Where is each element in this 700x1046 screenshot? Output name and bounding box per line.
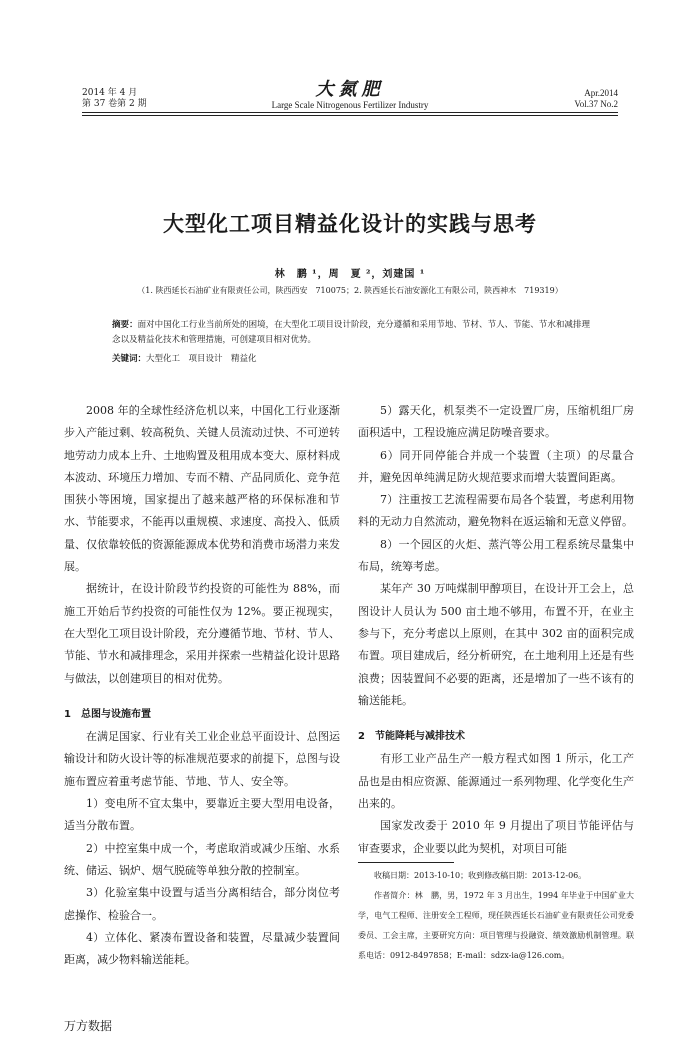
header-rule: [82, 112, 618, 113]
journal-logo: 大氮肥: [315, 79, 385, 100]
abstract-text: 面对中国化工行业当前所处的困境，在大型化工项目设计阶段，充分遵循和采用节地、节材、节人、节能、节水和减排理念以及精益化技术和管理措施，可创建项目相对优势。: [112, 320, 590, 345]
list-item-7: 7）注重按工艺流程需要布局各个装置，考虑利用物料的无动力自然流动，避免物料在返运输和无意义停留。: [358, 493, 634, 529]
keywords-label: 关键词：: [112, 354, 147, 364]
section2-paragraph-2: 国家发改委于 2010 年 9 月提出了项目节能评估与审查要求，企业要以此为契机，对项目可能: [358, 819, 634, 855]
paper-title: 大型化工项目精益化设计的实践与思考: [163, 212, 537, 236]
intro-paragraph-2: 据统计，在设计阶段节约投资的可能性为 88%，而施工开始后节约投资的可能性仅为 12%。要正视现实，在大型化工项目设计阶段，充分遵循节地、节材、节人、节能、节水和减排理念，采用并探索一些精益化设计思路与做法，以创建项目的相对优势。: [64, 582, 340, 685]
section-gap: [358, 712, 634, 726]
issue-date-en: [574, 88, 618, 110]
list-item-4: 4）立体化、紧凑布置设备和装置，尽量减少装置间距离，减少物料输送能耗。: [64, 930, 340, 967]
section-heading-2: 2 节能降耗与减排技术: [358, 731, 465, 743]
received-date: 收稿日期：2013-10-10；收到修改稿日期：2013-12-06。: [374, 871, 587, 880]
issue-date: 2014 年 4 月: [82, 88, 138, 98]
body-column-right: [358, 400, 634, 860]
list-item-8: 8）一个园区的火炬、蒸汽等公用工程系统尽量集中布局，统筹考虑。: [358, 537, 634, 574]
intro-paragraph: 2008 年的全球性经济危机以来，中国化工行业逐渐步入产能过剩、较高税负、关键人员流动过快、不可逆转地劳动力成本上升、土地购置及租用成本变大、原材料成本波动、环境压力增加、专而不精、产品同质化、竞争范围狭小等困境，国家提出了越来越严格的环保标准和节水、节能要求，不能再以重规模、求速度、高投入、低质量、仅依靠较低的资源能源成本优势和消费市场潜力来发展。: [64, 404, 340, 574]
watermark: 万方数据: [64, 1019, 113, 1033]
issue-date-cn: [82, 88, 147, 110]
author-list: 林 鹏 ¹，周 夏 ²，刘建国 ¹: [274, 269, 426, 280]
footnote-rule: [358, 862, 454, 863]
section-gap: [64, 690, 340, 704]
footnote: [358, 866, 634, 966]
keywords-text: 大型化工 项目设计 精益化: [146, 354, 257, 364]
section-heading-1: 1 总图与设施布置: [64, 708, 151, 720]
header-rule-thin: [82, 115, 618, 116]
author-affiliation: （1. 陕西延长石油矿业有限责任公司，陕西西安 710075；2. 陕西延长石油安源化工有限公司，陕西神木 719319）: [137, 286, 563, 295]
section2-paragraph: 有形工业产品生产一般方程式如图 1 所示，化工产品也是由相应资源、能源通过一系列物理、化学变化生产出来的。: [358, 752, 634, 811]
list-item-6: 6）同开同停能合并成一个装置（主项）的尽量合并，避免因单纯满足防火规范要求而增大装置间距离。: [358, 448, 634, 484]
journal-masthead: [200, 80, 500, 111]
abstract-label: 摘要：: [112, 320, 138, 330]
case-study-paragraph: 某年产 30 万吨煤制甲醇项目，在设计开工会上，总图设计人员认为 500 亩土地不够用，布置不开，在业主参与下，充分考虑以上原则，在其中 302 亩的面积完成布置。项目建成后，经分析研究，在土地利用上还是有些浪费；因装置间不必要的距离，还是增加了一些不该有的输送能耗。: [358, 582, 634, 707]
abstract: [112, 318, 590, 348]
list-item-1: 1）变电所不宜太集中，要靠近主要大型用电设备，适当分散布置。: [64, 797, 340, 833]
author-bio: 作者简介：林 鹏，男，1972 年 3 月出生，1994 年毕业于中国矿业大学，电气工程师、注册安全工程师，现任陕西延长石油矿业有限责任公司党委委员、工会主席，主要研究方向：项目管理与投融资、绩效激励机制管理。联系电话：0912-8497858；E-mail：sdzx-ia@126.com。: [358, 891, 634, 960]
list-item-2: 2）中控室集中成一个，考虑取消或减少压缩、水系统、储运、锅炉、烟气脱硫等单独分散的控制室。: [64, 841, 340, 877]
issue-date-en-month: Apr.2014: [584, 88, 618, 98]
list-item-3: 3）化验室集中设置与适当分离相结合，部分岗位考虑操作、检验合一。: [64, 886, 340, 922]
journal-name-en: Large Scale Nitrogenous Fertilizer Industry: [271, 100, 429, 110]
issue-volume-en: Vol.37 No.2: [574, 99, 618, 109]
body-column-left: [64, 400, 340, 971]
keywords: [112, 352, 257, 367]
issue-volume: 第 37 卷第 2 期: [82, 99, 147, 109]
list-item-5: 5）露天化，机泵类不一定设置厂房，压缩机组厂房面积适中，工程设施应满足防噪音要求。: [358, 404, 634, 440]
section1-paragraph: 在满足国家、行业有关工业企业总平面设计、总图运输设计和防火设计等的标准规范要求的前提下，总图与设施布置应着重考虑节能、节地、节人、安全等。: [64, 730, 340, 788]
